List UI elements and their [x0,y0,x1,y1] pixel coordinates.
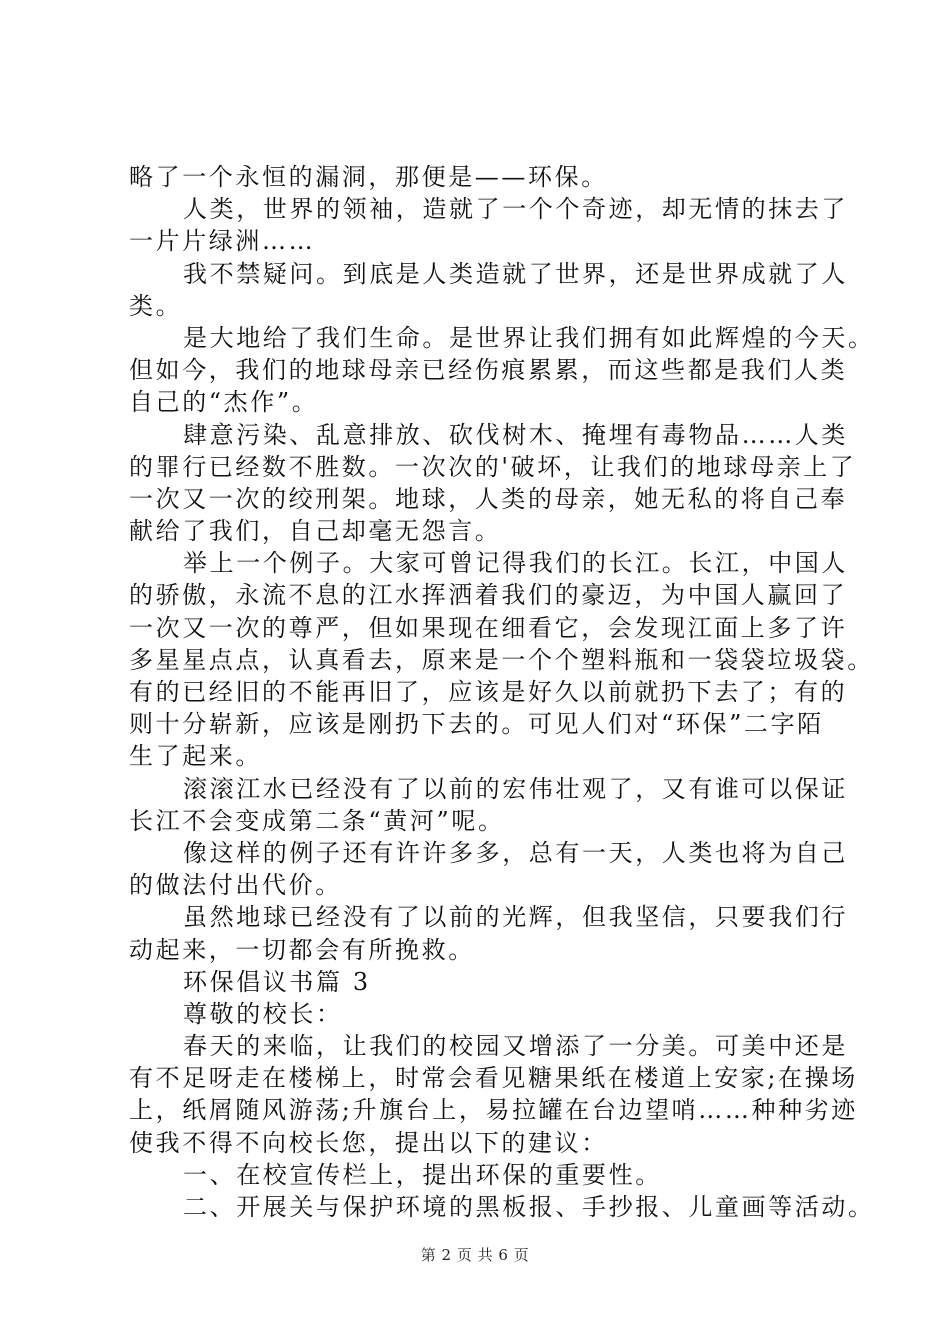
text-line: 尊敬的校长： [183,999,343,1028]
text-line: 自己的“杰作”。 [129,388,319,417]
text-line: 是大地给了我们生命。是世界让我们拥有如此辉煌的今天。 [183,323,875,352]
text-line: 多星星点点，认真看去，原来是一个个塑料瓶和一袋袋垃圾袋。 [129,645,874,674]
text-line: 类。 [129,291,183,320]
text-line: 的罪行已经数不胜数。一次次的'破坏，让我们的地球母亲上了 [129,452,857,481]
text-line: 一、在校宣传栏上，提出环保的重要性。 [183,1160,662,1189]
text-line: 一次又一次的绞刑架。地球，人类的母亲，她无私的将自己奉 [129,484,848,513]
text-line: 有不足呀走在楼梯上，时常会看见糖果纸在楼道上安家;在操场 [129,1064,858,1093]
text-line: 上，纸屑随风游荡;升旗台上，易拉罐在台边望哨……种种劣迹 [129,1096,858,1125]
text-line: 一片片绿洲…… [129,227,316,256]
text-line: 春天的来临，让我们的校园又增添了一分美。可美中还是 [183,1032,848,1061]
text-line: 的骄傲，永流不息的江水挥洒着我们的豪迈，为中国人赢回了 [129,581,848,610]
text-line: 献给了我们，自己却毫无怨言。 [129,517,502,546]
document-body [129,161,875,1223]
text-line: 的做法付出代价。 [129,871,342,900]
text-line: 环保倡议书篇 3 [183,967,371,996]
page-footer: 第 2 页 共 6 页 [420,1246,530,1264]
text-line: 略了一个永恒的漏洞，那便是——环保。 [129,163,608,191]
text-line: 虽然地球已经没有了以前的光辉，但我坚信，只要我们行 [183,903,848,932]
text-line: 二、开展关与保护环境的黑板报、手抄报、儿童画等活动。 [183,1193,875,1221]
text-line: 有的已经旧的不能再旧了，应该是好久以前就扔下去了；有的 [129,678,848,706]
text-line: 举上一个例子。大家可曾记得我们的长江。长江，中国人 [183,549,848,578]
text-line: 像这样的例子还有许许多多，总有一天，人类也将为自己 [183,838,848,867]
text-line: 则十分崭新，应该是刚扔下去的。可见人们对“环保”二字陌 [129,710,824,739]
text-line: 我不禁疑问。到底是人类造就了世界，还是世界成就了人 [183,259,848,288]
text-line: 生了起来。 [129,742,262,771]
text-line: 长江不会变成第二条“黄河”呢。 [129,806,505,835]
text-line: 滚滚江水已经没有了以前的宏伟壮观了，又有谁可以保证 [183,774,848,803]
text-line: 一次又一次的尊严，但如果现在细看它，会发现江面上多了许 [129,613,848,642]
text-line: 人类，世界的领袖，造就了一个个奇迹，却无情的抹去了 [183,195,848,224]
text-line: 肆意污染、乱意排放、砍伐树木、掩埋有毒物品……人类 [183,420,848,449]
text-line: 使我不得不向校长您，提出以下的建议： [129,1128,608,1157]
text-line: 但如今，我们的地球母亲已经伤痕累累，而这些都是我们人类 [129,356,848,385]
text-line: 动起来，一切都会有所挽救。 [129,935,475,964]
